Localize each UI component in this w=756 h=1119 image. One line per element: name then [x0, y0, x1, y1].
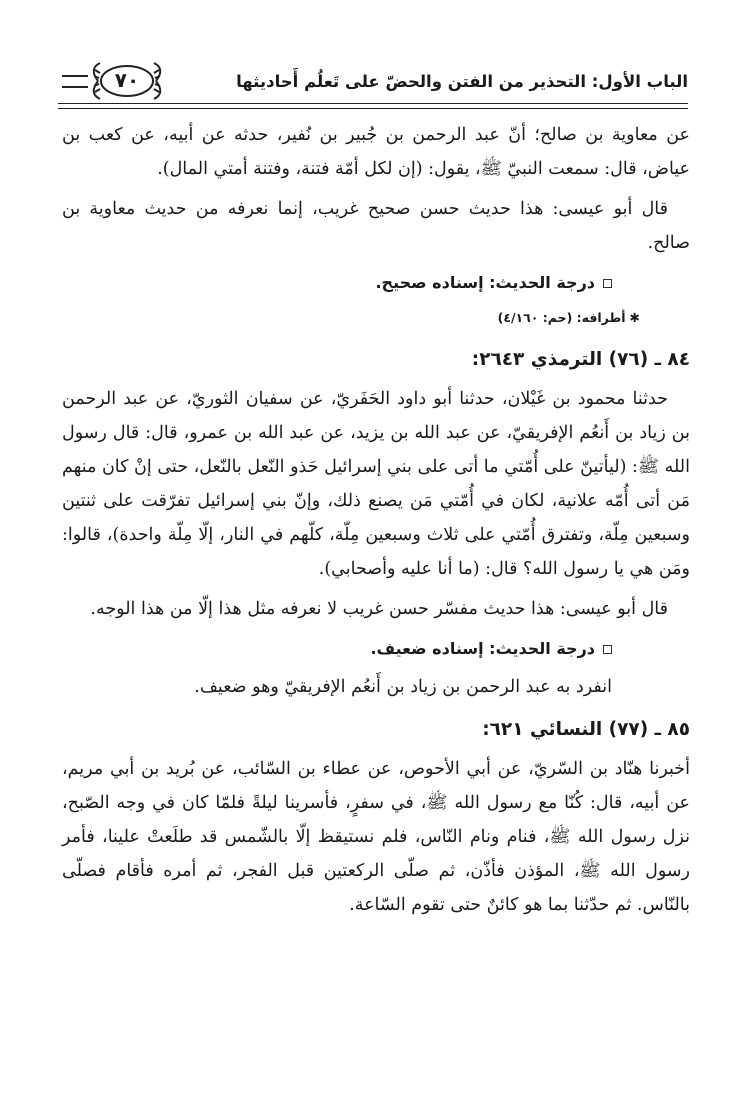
header-rule [58, 103, 688, 109]
header-double-line [62, 75, 88, 88]
grade-note: انفرد به عبد الرحمن بن زياد بن أَنعُم الإفريقيّ وهو ضعيف. [194, 677, 612, 697]
paragraph-hadith-text: عن معاوية بن صالح؛ أنّ عبد الرحمن بن جُبير بن نُفير، حدثه عن أبيه، عن كعب بن عياض، قال: سمعت النبيّ ﷺ، يقول: (إن لكل أمّة فتنة، وفتنة أمتي المال). [62, 125, 690, 179]
hadith-grade-text: درجة الحديث: إسناده ضعيف. [370, 639, 595, 658]
paragraph-commentary: قال أبو عيسى: هذا حديث حسن صحيح غريب، إنما نعرفه من حديث معاوية بن صالح. [62, 199, 690, 253]
page-number: ٧٠ [114, 68, 140, 92]
page-number-ornament [88, 58, 166, 104]
hadith-grade [62, 266, 690, 300]
hadith-references [62, 304, 690, 332]
paragraph-hadith-text: حدثنا محمود بن غَيْلان، حدثنا أبو داود الحَفَريّ، عن سفيان الثوريّ، عن عبد الرحمن بن زياد بن أَنعُم الإفريقيّ، عن عبد الله بن يزيد، عن عبد الله بن عمرو، قال: قال رسول الله ﷺ: (ليأتينّ على أُمّتي ما أتى على بني إسرائيل حَذو النّعل بالنّعل، حتى إنْ كان منهم مَن أتى أُمّه علانية، لكان في أُمّتي مَن يصنع ذلك، وإنّ بني إسرائيل تفرّقت على ثنتين وسبعين مِلّة، وتفترق أُمّتي على ثلاث وسبعين مِلّة، كلّهم في النار، إلّا مِلّة واحدة)، قالوا: ومَن هي يا رسول الله؟ قال: (ما أنا عليه وأصحابي). [62, 389, 690, 579]
asterisk-icon: ✱ [629, 310, 640, 325]
hadith-references-text: أطرافه: (حم: ٤/١٦٠) [497, 310, 626, 325]
hadith-heading-85: ٨٥ ـ (٧٧) النسائي ٦٢١: [482, 719, 690, 740]
page-body [62, 118, 690, 928]
page-number-block [58, 58, 166, 104]
paragraph-commentary: قال أبو عيسى: هذا حديث مفسّر حسن غريب لا نعرفه مثل هذا إلّا من هذا الوجه. [90, 599, 668, 619]
page-header [58, 56, 688, 106]
hadith-heading-84: ٨٤ ـ (٧٦) الترمذي ٢٦٤٣: [471, 349, 690, 370]
hadith-grade [62, 632, 690, 666]
running-title: الباب الأول: التحذير من الفتن والحضّ على تَعلُم أَحاديثها [236, 71, 688, 91]
square-bullet-icon [603, 279, 612, 288]
square-bullet-icon [603, 645, 612, 654]
paragraph-hadith-text: أخبرنا هنّاد بن السّريّ، عن أبي الأحوص، عن عطاء بن السّائب، عن بُريد بن أبي مريم، عن أبيه، قال: كُنّا مع رسول الله ﷺ، في سفرٍ، فأسرينا ليلةً فلمّا كان في وجه الصّبح، نزل رسول الله ﷺ، فنام ونام النّاس، فلم نستيقظ إلّا بالشّمس قد طلَعتْ علينا، فأمر رسول الله ﷺ، المؤذن فأذّن، ثم صلّى الركعتين قبل الفجر، ثم أمره فأقام فصلّى بالنّاس. ثم حدّثنا بما هو كائنٌ حتى تقوم السّاعة. [62, 759, 690, 915]
hadith-grade-text: درجة الحديث: إسناده صحيح. [375, 273, 595, 292]
